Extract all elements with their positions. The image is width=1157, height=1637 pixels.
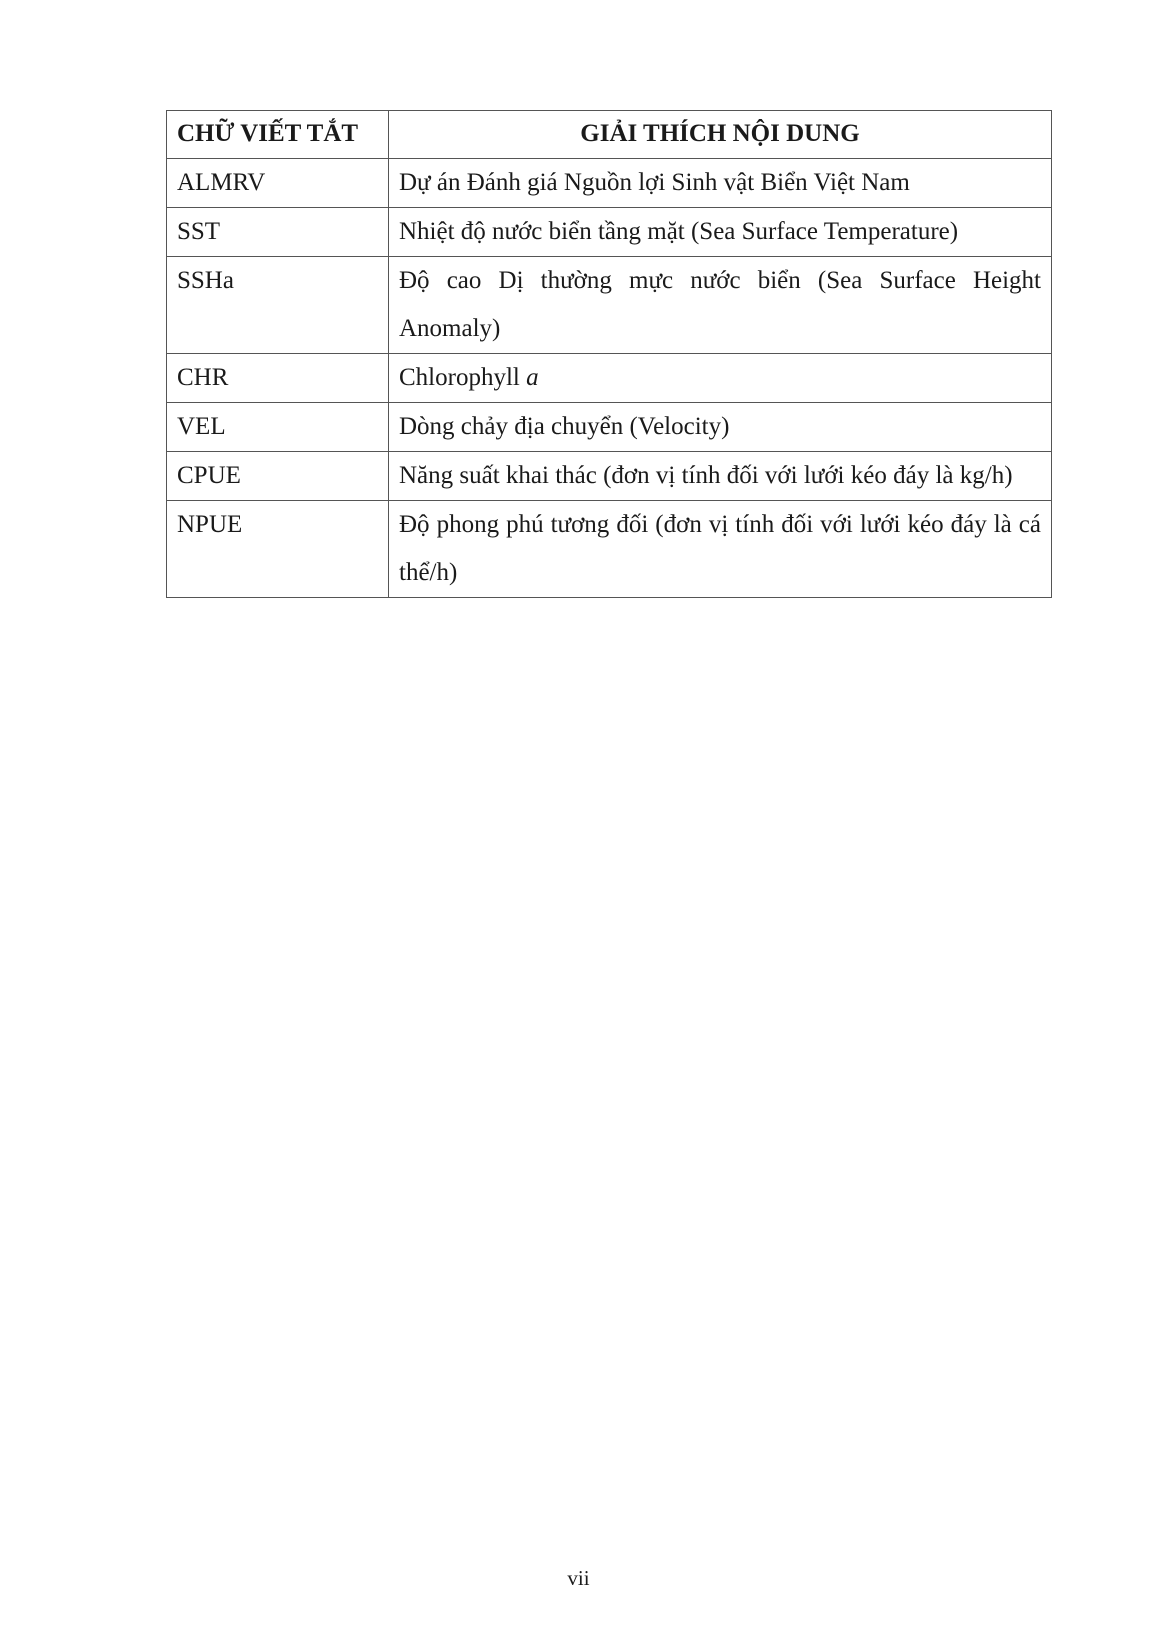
page-number: vii [567, 1566, 590, 1590]
abbreviation-cell: CPUE [167, 452, 389, 501]
abbreviation-cell: VEL [167, 403, 389, 452]
explanation-cell: Dự án Đánh giá Nguồn lợi Sinh vật Biển Việt Nam [389, 159, 1052, 208]
explanation-cell [389, 354, 1052, 403]
abbreviation-cell: SST [167, 208, 389, 257]
table-header-row [167, 111, 1052, 159]
header-explanation: GIẢI THÍCH NỘI DUNG [389, 111, 1052, 159]
table-row [167, 257, 1052, 354]
explanation-cell: Dòng chảy địa chuyển (Velocity) [389, 403, 1052, 452]
table-row [167, 501, 1052, 598]
table-row [167, 354, 1052, 403]
abbreviation-cell: ALMRV [167, 159, 389, 208]
abbreviation-cell: SSHa [167, 257, 389, 354]
explanation-text: Chlorophyll [399, 364, 527, 391]
explanation-cell: Nhiệt độ nước biển tầng mặt (Sea Surface Temperature) [389, 208, 1052, 257]
table-row [167, 159, 1052, 208]
explanation-cell: Năng suất khai thác (đơn vị tính đối với lưới kéo đáy là kg/h) [389, 452, 1052, 501]
abbreviation-cell: CHR [167, 354, 389, 403]
abbreviation-table [166, 110, 1052, 598]
table-row [167, 403, 1052, 452]
explanation-cell: Độ cao Dị thường mực nước biển (Sea Surface Height Anomaly) [389, 257, 1052, 354]
table-row [167, 208, 1052, 257]
header-abbreviation: CHỮ VIẾT TẮT [167, 111, 389, 159]
explanation-cell: Độ phong phú tương đối (đơn vị tính đối với lưới kéo đáy là cá thể/h) [389, 501, 1052, 598]
explanation-italic-text: a [526, 364, 539, 391]
table-row [167, 452, 1052, 501]
abbreviation-cell: NPUE [167, 501, 389, 598]
